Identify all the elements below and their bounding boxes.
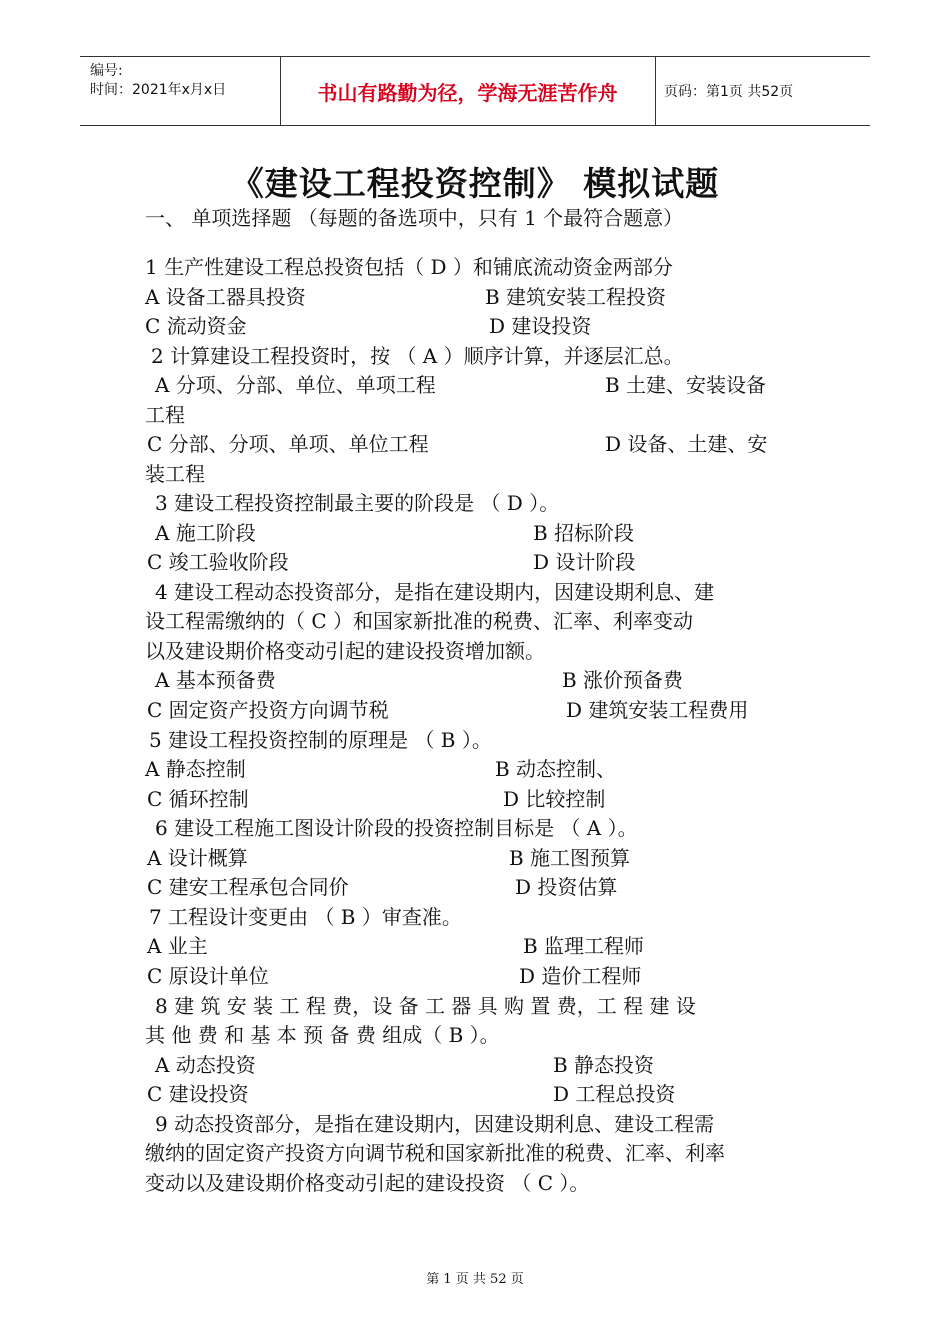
option-a: A 设备工器具投资 <box>145 285 306 309</box>
option-c: C 流动资金 <box>145 314 247 338</box>
option-b-continued: 工程 <box>145 403 185 427</box>
question-5: 5 建设工程投资控制的原理是 （ B ）。 <box>149 728 492 752</box>
question-9-continued: 缴纳的固定资产投资方向调节税和国家新批准的税费、汇率、利率 <box>145 1141 725 1165</box>
option-a: A 动态投资 <box>155 1053 256 1077</box>
option-c: C 固定资产投资方向调节税 <box>147 698 389 722</box>
option-d: D 建筑安装工程费用 <box>566 698 749 722</box>
question-1: 1 生产性建设工程总投资包括（ D ）和铺底流动资金两部分 <box>145 255 673 279</box>
option-a: A 业主 <box>147 934 208 958</box>
option-c: C 原设计单位 <box>147 964 269 988</box>
page-footer: 第 1 页 共 52 页 <box>426 1272 524 1287</box>
option-a: A 分项、分部、单位、单项工程 <box>155 373 436 397</box>
header-motto: 书山有路勤为径，学海无涯苦作舟 <box>317 80 618 105</box>
question-2: 2 计算建设工程投资时，按 （ A ）顺序计算，并逐层汇总。 <box>151 344 684 368</box>
header-meta <box>80 57 280 125</box>
question-3: 3 建设工程投资控制最主要的阶段是 （ D ）。 <box>155 491 560 515</box>
option-c: C 建设投资 <box>147 1082 249 1106</box>
document-header <box>80 56 870 126</box>
question-4-continued: 以及建设期价格变动引起的建设投资增加额。 <box>145 639 545 663</box>
option-c: C 竣工验收阶段 <box>147 550 289 574</box>
question-4: 4 建设工程动态投资部分，是指在建设期内，因建设期利息、建 <box>155 580 715 604</box>
date-label: 时间：2021年x月x日 <box>90 82 227 98</box>
page-title: 《建设工程投资控制》 模拟试题 <box>230 164 720 203</box>
question-9: 9 动态投资部分，是指在建设期内，因建设期利息、建设工程需 <box>155 1112 715 1136</box>
option-d: D 造价工程师 <box>519 964 642 988</box>
option-b: B 施工图预算 <box>509 846 631 870</box>
option-a: A 施工阶段 <box>155 521 256 545</box>
option-b: B 土建、安装设备 <box>605 373 767 397</box>
option-d: D 投资估算 <box>515 875 618 899</box>
option-c: C 循环控制 <box>147 787 249 811</box>
option-d: D 设计阶段 <box>533 550 636 574</box>
header-page-info: 页码：第1页 共52页 <box>664 84 794 100</box>
option-d: D 工程总投资 <box>553 1082 676 1106</box>
option-d: D 比较控制 <box>503 787 606 811</box>
option-b: B 涨价预备费 <box>562 668 684 692</box>
option-b: B 建筑安装工程投资 <box>485 285 667 309</box>
option-b: B 监理工程师 <box>523 934 645 958</box>
option-b: B 静态投资 <box>553 1053 655 1077</box>
option-a: A 静态控制 <box>145 757 246 781</box>
option-c: C 建安工程承包合同价 <box>147 875 349 899</box>
question-6: 6 建设工程施工图设计阶段的投资控制目标是 （ A ）。 <box>155 816 638 840</box>
option-b: B 动态控制、 <box>495 757 617 781</box>
section-heading: 一、 单项选择题 （每题的备选项中，只有 1 个最符合题意） <box>145 206 684 230</box>
option-c: C 分部、分项、单项、单位工程 <box>147 432 429 456</box>
question-8: 8 建 筑 安 装 工 程 费，设 备 工 器 具 购 置 费，工 程 建 设 <box>155 994 696 1018</box>
option-d-continued: 装工程 <box>145 462 205 486</box>
option-a: A 设计概算 <box>147 846 248 870</box>
question-7: 7 工程设计变更由 （ B ）审查准。 <box>149 905 462 929</box>
question-9-continued: 变动以及建设期价格变动引起的建设投资 （ C ）。 <box>145 1171 590 1195</box>
question-8-continued: 其 他 费 和 基 本 预 备 费 组成（ B ）。 <box>145 1023 500 1047</box>
option-b: B 招标阶段 <box>533 521 635 545</box>
question-4-continued: 设工程需缴纳的（ C ）和国家新批准的税费、汇率、利率变动 <box>145 609 694 633</box>
option-d: D 设备、土建、安 <box>605 432 768 456</box>
number-label: 编号: <box>90 63 123 79</box>
option-a: A 基本预备费 <box>155 668 276 692</box>
option-d: D 建设投资 <box>489 314 592 338</box>
